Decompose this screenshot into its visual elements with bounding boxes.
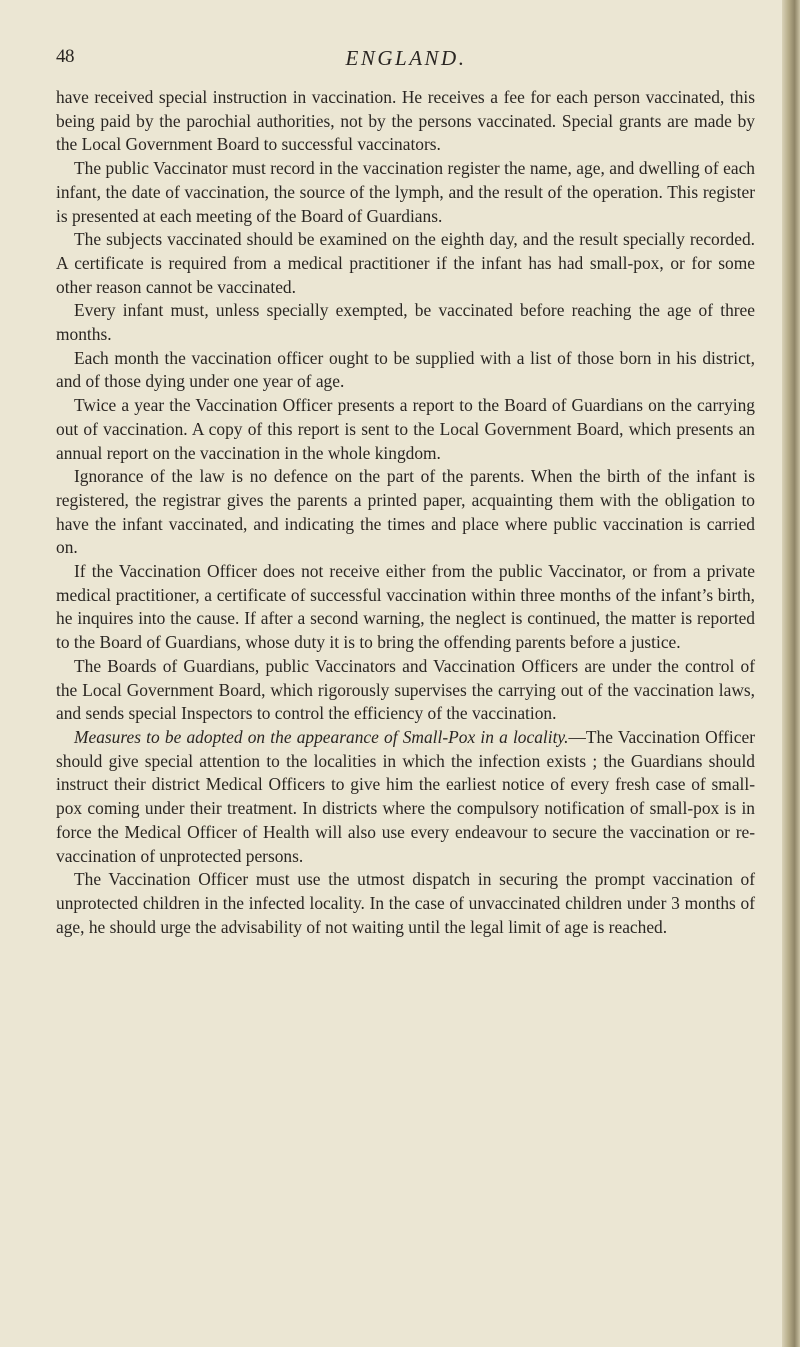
- page-binding-edge: [782, 0, 800, 1347]
- paragraph: Twice a year the Vaccination Officer presents a report to the Board of Guardians on the carrying out of vaccination. A copy of this report is sent to the Local Government Board, which presents an annual report on the vaccination in the whole kingdom.: [56, 395, 755, 463]
- paragraph: The Boards of Guardians, public Vaccinators and Vaccination Officers are under the control of the Local Government Board, which rigorously supervises the carrying out of the vaccination laws, and sends special Inspectors to control the efficiency of the vaccination.: [56, 655, 755, 724]
- page-number: 48: [56, 46, 74, 67]
- measures-paragraph: [56, 726, 755, 868]
- paragraph: The subjects vaccinated should be examined on the eighth day, and the result specially recorded. A certificate is required from a medical practitioner if the infant has had small-pox, or for some other reason cannot be vaccinated.: [56, 229, 755, 297]
- body-text: [56, 86, 755, 939]
- paragraph: If the Vaccination Officer does not receive either from the public Vaccinator, or from a private medical practitioner, a certificate of successful vaccination within three months of the infant’s birth, he inquires into the cause. If after a second warning, the neglect is continued, the matter is reported to the Board of Guardians, whose duty it is to bring the offending parents before a justice.: [56, 561, 755, 653]
- closing-paragraph: The Vaccination Officer must use the utmost dispatch in securing the prompt vaccination of unprotected children in the infected locality. In the case of unvaccinated children under 3 months of age, he should urge the advisability of not waiting until the legal limit of age is reached.: [56, 869, 755, 937]
- page-header: [56, 46, 756, 76]
- measures-heading: Measures to be adopted on the appearance of Small-Pox in a locality.: [74, 726, 569, 747]
- measures-text: —The Vaccination Officer should give special attention to the localities in which the infection exists ; the Guardians should instruct their district Medical Officers to give him the earliest notice of every fresh case of small-pox coming under their treatment. In districts where the compulsory notification of small-pox is in force the Medical Officer of Health will also use every endeavour to secure the vaccination or re-vaccination of unprotected persons.: [56, 726, 755, 866]
- paragraph: Ignorance of the law is no defence on the part of the parents. When the birth of the infant is registered, the registrar gives the parents a printed paper, acquainting them with the obligation to have the infant vaccinated, and indicating the times and place where public vaccination is carried on.: [56, 466, 755, 558]
- running-title: ENGLAND.: [345, 46, 467, 70]
- paragraph: Every infant must, unless specially exempted, be vaccinated before reaching the age of three months.: [56, 300, 755, 345]
- paragraph: have received special instruction in vaccination. He receives a fee for each person vaccinated, this being paid by the parochial authorities, not by the persons vaccinated. Special grants are made by the Local Government Board to successful vaccinators.: [56, 87, 755, 155]
- paragraph: The public Vaccinator must record in the vaccination register the name, age, and dwelling of each infant, the date of vaccination, the source of the lymph, and the result of the operation. This register is presented at each meeting of the Board of Guardians.: [56, 158, 755, 226]
- paragraph: Each month the vaccination officer ought to be supplied with a list of those born in his district, and of those dying under one year of age.: [56, 347, 755, 392]
